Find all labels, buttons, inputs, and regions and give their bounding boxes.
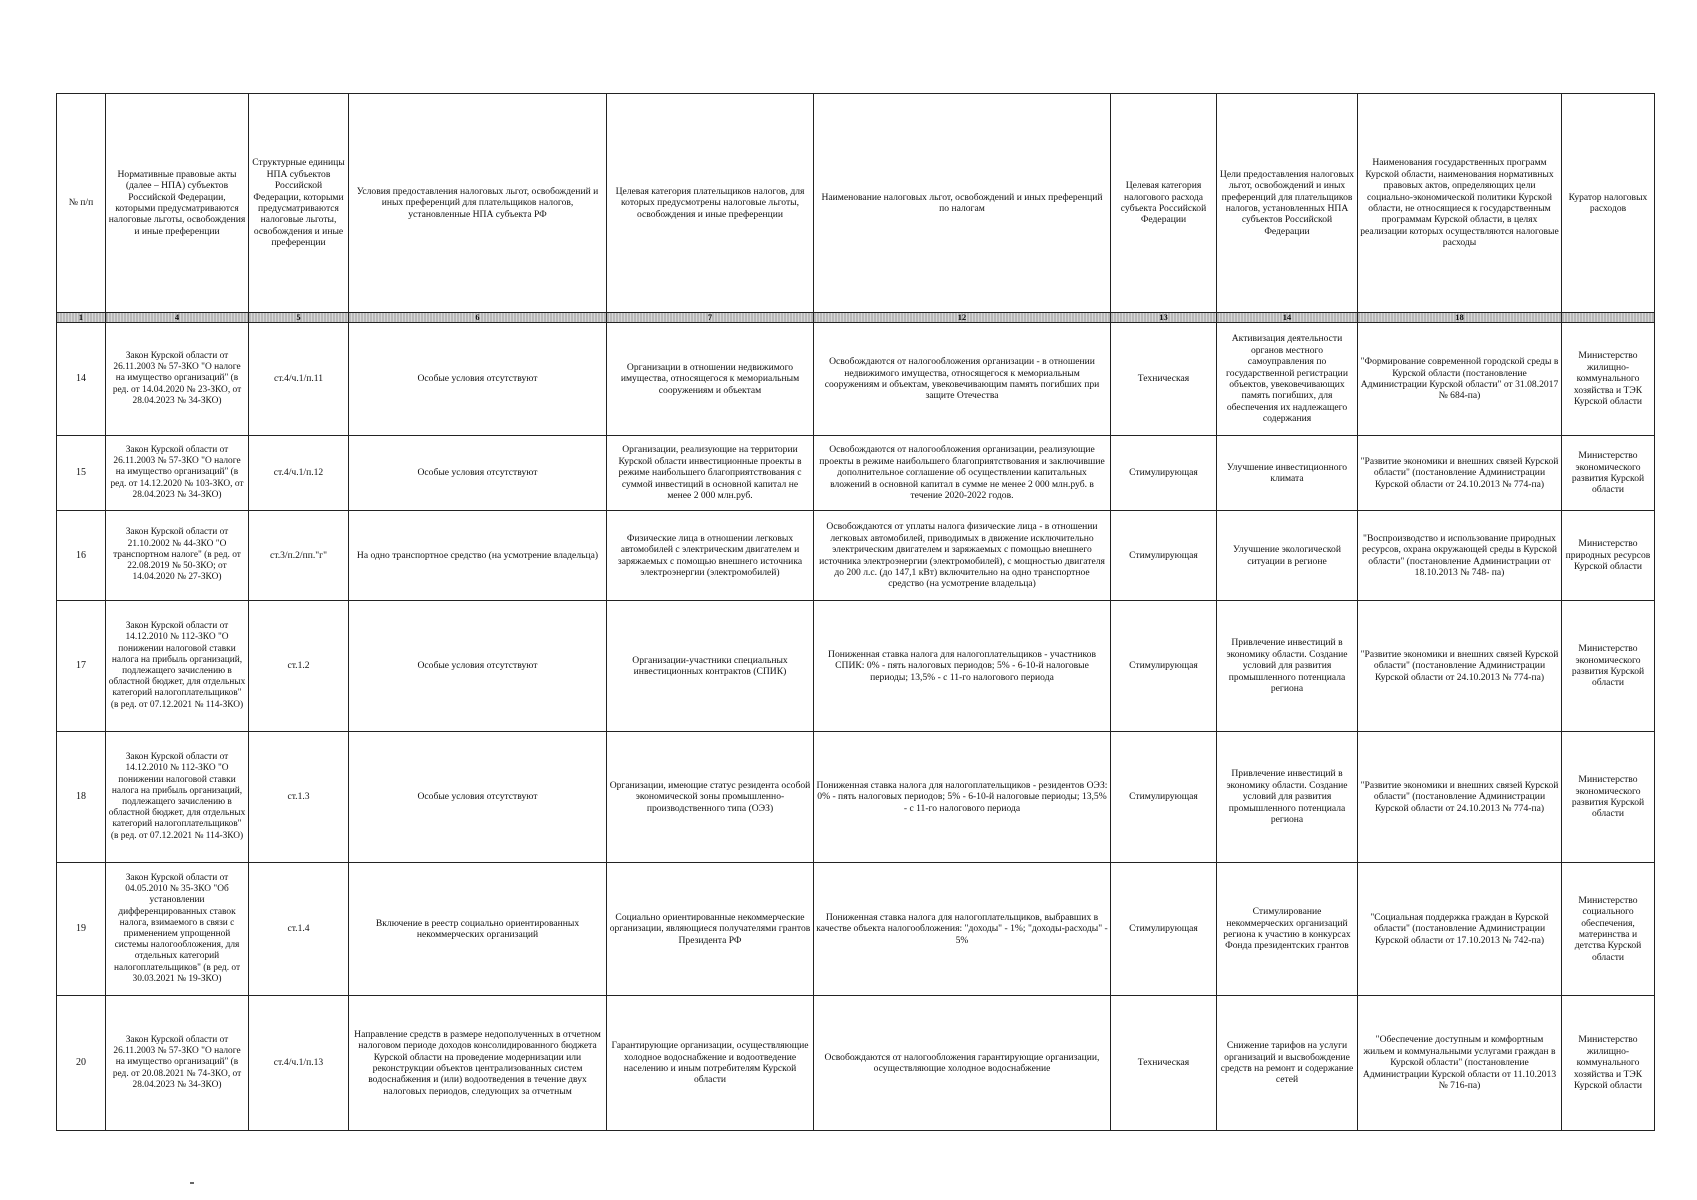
row-number: 16 xyxy=(57,511,106,601)
benefit-cell: Пониженная ставка налога для налогоплательщиков - резидентов ОЭЗ: 0% - пять налоговых периодов; 5% - 6-10-й налоговые периоды; 13,5% - с 11-го налогового периода xyxy=(814,732,1111,863)
table-row xyxy=(57,511,1655,601)
curator-cell: Министерство социального обеспечения, материнства и детства Курской области xyxy=(1562,863,1655,996)
row-number: 17 xyxy=(57,601,106,732)
program-cell: "Воспроизводство и использование природных ресурсов, охрана окружающей среды в Курской области" (постановление Администрации от 18.10.2013 № 748- па) xyxy=(1358,511,1562,601)
unit-cell: ст.3/п.2/пп."г" xyxy=(249,511,349,601)
category-cell: Организации, реализующие на территории Курской области инвестиционные проекты в режиме наибольшего благоприятствования с суммой инвестиций в основной капитал не менее 2 000 млн.руб. xyxy=(607,436,814,511)
conditions-cell: Особые условия отсутствуют xyxy=(349,436,607,511)
row-number: 15 xyxy=(57,436,106,511)
law-cell: Закон Курской области от 04.05.2010 № 35-ЗКО "Об установлении дифференцированных ставок налога, взимаемого в связи с применением упрощенной системы налогообложения, для отдельных категорий налогоплательщиков" (в ред. от 30.03.2021 № 19-ЗКО) xyxy=(106,863,249,996)
row-number: 19 xyxy=(57,863,106,996)
column-number: 4 xyxy=(106,313,249,323)
category-cell: Организации, имеющие статус резидента особой экономической зоны промышленно-производственного типа (ОЭЗ) xyxy=(607,732,814,863)
curator-cell: Министерство природных ресурсов Курской области xyxy=(1562,511,1655,601)
goals-cell: Улучшение экологической ситуации в регионе xyxy=(1217,511,1358,601)
benefit-cell: Пониженная ставка налога для налогоплательщиков - участников СПИК: 0% - пять налоговых периодов; 5% - 6-10-й налоговые периоды; 13,5% - с 11-го налогового периода xyxy=(814,601,1111,732)
column-number-row xyxy=(57,313,1655,323)
curator-cell: Министерство экономического развития Курской области xyxy=(1562,601,1655,732)
law-cell: Закон Курской области от 26.11.2003 № 57-ЗКО "О налоге на имущество организаций" (в ред. от 14.04.2020 № 23-ЗКО, от 28.04.2023 № 34-ЗКО) xyxy=(106,323,249,436)
row-number: 14 xyxy=(57,323,106,436)
benefit-cell: Освобождаются от уплаты налога физические лица - в отношении легковых автомобилей, приводимых в движение исключительно электрическим двигателем и заряжаемых с помощью внешнего источника электроэнергии (электромобилей), с мощностью двигателя до 200 л.с. (до 147,1 кВт) включительно на одно транспортное средство (на усмотрение владельца) xyxy=(814,511,1111,601)
header-cell-conditions: Условия предоставления налоговых льгот, освобождений и иных преференций для плательщиков налогов, установленные НПА субъекта РФ xyxy=(349,94,607,313)
target-cell: Техническая xyxy=(1111,996,1217,1131)
target-cell: Стимулирующая xyxy=(1111,511,1217,601)
conditions-cell: Особые условия отсутствуют xyxy=(349,323,607,436)
header-cell-curator: Куратор налоговых расходов xyxy=(1562,94,1655,313)
column-number: 5 xyxy=(249,313,349,323)
category-cell: Гарантирующие организации, осуществляющие холодное водоснабжение и водоотведение населению и иным потребителям Курской области xyxy=(607,996,814,1131)
table-row xyxy=(57,996,1655,1131)
benefit-cell: Освобождаются от налогообложения организации - в отношении недвижимого имущества, относящегося к мемориальным сооружениям и объектам, увековечивающим память погибших при защите Отечества xyxy=(814,323,1111,436)
header-cell-program: Наименования государственных программ Курской области, наименования нормативных правовых актов, определяющих цели социально-экономической политики Курской области, не относящиеся к государственным программам Курской области, в целях реализации которых осуществляются налоговые расходы xyxy=(1358,94,1562,313)
header-cell-target: Целевая категория налогового расхода субъекта Российской Федерации xyxy=(1111,94,1217,313)
goals-cell: Стимулирование некоммерческих организаций региона к участию в конкурсах Фонда президентских грантов xyxy=(1217,863,1358,996)
law-cell: Закон Курской области от 26.11.2003 № 57-ЗКО "О налоге на имущество организаций" (в ред. от 14.12.2020 № 103-ЗКО, от 28.04.2023 № 34-ЗКО) xyxy=(106,436,249,511)
category-cell: Организации-участники специальных инвестиционных контрактов (СПИК) xyxy=(607,601,814,732)
target-cell: Стимулирующая xyxy=(1111,732,1217,863)
program-cell: "Развитие экономики и внешних связей Курской области" (постановление Администрации Курской области от 24.10.2013 № 774-па) xyxy=(1358,436,1562,511)
program-cell: "Обеспечение доступным и комфортным жильем и коммунальными услугами граждан в Курской области" (постановление Администрации Курской области от 11.10.2013 № 716-па) xyxy=(1358,996,1562,1131)
row-number: 18 xyxy=(57,732,106,863)
column-number: 6 xyxy=(349,313,607,323)
law-cell: Закон Курской области от 26.11.2003 № 57-ЗКО "О налоге на имущество организаций" (в ред. от 20.08.2021 № 74-ЗКО, от 28.04.2023 № 34-ЗКО) xyxy=(106,996,249,1131)
curator-cell: Министерство экономического развития Курской области xyxy=(1562,732,1655,863)
conditions-cell: Особые условия отсутствуют xyxy=(349,732,607,863)
unit-cell: ст.1.4 xyxy=(249,863,349,996)
table-row xyxy=(57,436,1655,511)
target-cell: Стимулирующая xyxy=(1111,863,1217,996)
conditions-cell: Особые условия отсутствуют xyxy=(349,601,607,732)
column-number: 18 xyxy=(1358,313,1562,323)
target-cell: Стимулирующая xyxy=(1111,436,1217,511)
unit-cell: ст.4/ч.1/п.13 xyxy=(249,996,349,1131)
program-cell: "Развитие экономики и внешних связей Курской области" (постановление Администрации Курской области от 24.10.2013 № 774-па) xyxy=(1358,732,1562,863)
unit-cell: ст.4/ч.1/п.12 xyxy=(249,436,349,511)
conditions-cell: На одно транспортное средство (на усмотрение владельца) xyxy=(349,511,607,601)
unit-cell: ст.1.3 xyxy=(249,732,349,863)
benefit-cell: Освобождаются от налогообложения организации, реализующие проекты в режиме наибольшего благоприятствования и заключившие дополнительное соглашение об осуществлении капитальных вложений в основной капитал в сумме не менее 2 000 млн.руб. в течение 2020-2022 годов. xyxy=(814,436,1111,511)
curator-cell: Министерство экономического развития Курской области xyxy=(1562,436,1655,511)
header-cell-unit: Структурные единицы НПА субъектов Российской Федерации, которыми предусматриваются налоговые льготы, освобождения и иные преференции xyxy=(249,94,349,313)
category-cell: Организации в отношении недвижимого имущества, относящегося к мемориальным сооружениям и объектам xyxy=(607,323,814,436)
program-cell: "Социальная поддержка граждан в Курской области" (постановление Администрации Курской области от 17.10.2013 № 742-па) xyxy=(1358,863,1562,996)
header-cell-category: Целевая категория плательщиков налогов, для которых предусмотрены налоговые льготы, освобождения и иные преференции xyxy=(607,94,814,313)
column-number xyxy=(1562,313,1655,323)
benefit-cell: Пониженная ставка налога для налогоплательщиков, выбравших в качестве объекта налогообложения: "доходы" - 1%; "доходы-расходы" - 5% xyxy=(814,863,1111,996)
table-row xyxy=(57,732,1655,863)
law-cell: Закон Курской области от 14.12.2010 № 112-ЗКО "О понижении налоговой ставки налога на прибыль организаций, подлежащего зачислению в областной бюджет, для отдельных категорий налогоплательщиков" (в ред. от 07.12.2021 № 114-ЗКО) xyxy=(106,601,249,732)
goals-cell: Активизация деятельности органов местного самоуправления по государственной регистрации объектов, увековечивающих память погибших, для обеспечения их надлежащего содержания xyxy=(1217,323,1358,436)
unit-cell: ст.4/ч.1/п.11 xyxy=(249,323,349,436)
law-cell: Закон Курской области от 21.10.2002 № 44-ЗКО "О транспортном налоге" (в ред. от 22.08.2019 № 50-ЗКО; от 14.04.2020 № 27-ЗКО) xyxy=(106,511,249,601)
table-row xyxy=(57,863,1655,996)
header-row xyxy=(57,94,1655,313)
program-cell: "Развитие экономики и внешних связей Курской области" (постановление Администрации Курской области от 24.10.2013 № 774-па) xyxy=(1358,601,1562,732)
header-cell-number: № п/п xyxy=(57,94,106,313)
header-cell-goals: Цели предоставления налоговых льгот, освобождений и иных преференций для плательщиков налогов, установленных НПА субъектов Российской Федерации xyxy=(1217,94,1358,313)
target-cell: Техническая xyxy=(1111,323,1217,436)
law-cell: Закон Курской области от 14.12.2010 № 112-ЗКО "О понижении налоговой ставки налога на прибыль организаций, подлежащего зачислению в областной бюджет, для отдельных категорий налогоплательщиков" (в ред. от 07.12.2021 № 114-ЗКО) xyxy=(106,732,249,863)
benefit-cell: Освобождаются от налогообложения гарантирующие организации, осуществляющие холодное водоснабжение xyxy=(814,996,1111,1131)
column-number: 1 xyxy=(57,313,106,323)
header-cell-law: Нормативные правовые акты (далее – НПА) субъектов Российской Федерации, которыми предусматриваются налоговые льготы, освобождения и иные преференции xyxy=(106,94,249,313)
conditions-cell: Включение в реестр социально ориентированных некоммерческих организаций xyxy=(349,863,607,996)
goals-cell: Привлечение инвестиций в экономику области. Создание условий для развития промышленного потенциала региона xyxy=(1217,601,1358,732)
tax-expenditure-table xyxy=(56,93,1655,1131)
header-cell-benefit: Наименование налоговых льгот, освобождений и иных преференций по налогам xyxy=(814,94,1111,313)
table-row xyxy=(57,323,1655,436)
scan-artifact xyxy=(190,1182,194,1184)
category-cell: Физические лица в отношении легковых автомобилей с электрическим двигателем и заряжаемых с помощью внешнего источника электроэнергии (электромобилей) xyxy=(607,511,814,601)
goals-cell: Привлечение инвестиций в экономику области. Создание условий для развития промышленного потенциала региона xyxy=(1217,732,1358,863)
category-cell: Социально ориентированные некоммерческие организации, являющиеся получателями грантов Президента РФ xyxy=(607,863,814,996)
target-cell: Стимулирующая xyxy=(1111,601,1217,732)
column-number: 14 xyxy=(1217,313,1358,323)
column-number: 13 xyxy=(1111,313,1217,323)
program-cell: "Формирование современной городской среды в Курской области (постановление Администрации Курской области" от 31.08.2017 № 684-па) xyxy=(1358,323,1562,436)
unit-cell: ст.1.2 xyxy=(249,601,349,732)
row-number: 20 xyxy=(57,996,106,1131)
curator-cell: Министерство жилищно-коммунального хозяйства и ТЭК Курской области xyxy=(1562,996,1655,1131)
curator-cell: Министерство жилищно-коммунального хозяйства и ТЭК Курской области xyxy=(1562,323,1655,436)
column-number: 12 xyxy=(814,313,1111,323)
goals-cell: Снижение тарифов на услуги организаций и высвобождение средств на ремонт и содержание сетей xyxy=(1217,996,1358,1131)
conditions-cell: Направление средств в размере недополученных в отчетном налоговом периоде доходов консолидированного бюджета Курской области на проведение модернизации или реконструкции объектов централизованных систем водоснабжения и (или) водоотведения в течение двух налоговых периодов, следующих за отчетным xyxy=(349,996,607,1131)
goals-cell: Улучшение инвестиционного климата xyxy=(1217,436,1358,511)
table-row xyxy=(57,601,1655,732)
tax-expenditure-table-sheet xyxy=(56,93,1654,1131)
column-number: 7 xyxy=(607,313,814,323)
